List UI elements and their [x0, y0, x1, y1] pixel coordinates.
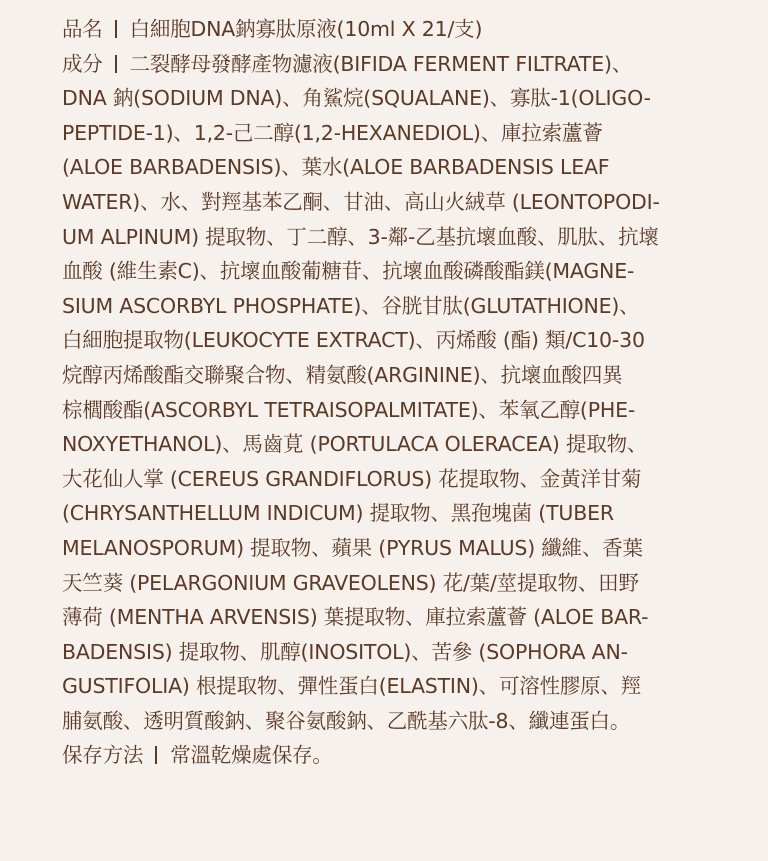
- ingredients-line: PEPTIDE-1)、1,2-己二醇(1,2-HEXANEDIOL)、庫拉索蘆薈: [62, 120, 603, 145]
- ingredients-line: 血酸 (維生素C)、抗壞血酸葡糖苷、抗壞血酸磷酸酯鎂(MAGNE-: [62, 259, 635, 284]
- ingredients-line: 大花仙人掌 (CEREUS GRANDIFLORUS) 花提取物、金黃洋甘菊: [62, 466, 642, 491]
- ingredients-line: DNA 鈉(SODIUM DNA)、角鯊烷(SQUALANE)、寡肽-1(OLIGO-: [62, 86, 651, 111]
- ingredients-block: [62, 47, 762, 739]
- ingredients-line: UM ALPINUM) 提取物、丁二醇、3-鄰-乙基抗壞血酸、肌肽、抗壞: [62, 224, 659, 249]
- storage-value: 常溫乾燥處保存。: [170, 743, 333, 768]
- ingredients-line: 棕櫚酸酯(ASCORBYL TETRAISOPALMITATE)、苯氧乙醇(PHE-: [62, 397, 636, 422]
- ingredients-line: 烷醇丙烯酸酯交聯聚合物、精氨酸(ARGININE)、抗壞血酸四異: [62, 362, 623, 387]
- ingredients-line: 二裂酵母發酵產物濾液(BIFIDA FERMENT FILTRATE)、: [129, 51, 633, 76]
- ingredients-line: WATER)、水、對羥基苯乙酮、甘油、高山火絨草 (LEONTOPODI-: [62, 189, 660, 214]
- product-name-value: 白細胞DNA鈉寡肽原液(10ml X 21/支): [129, 17, 483, 41]
- product-name-row: [62, 12, 762, 47]
- storage-label: 保存方法: [62, 743, 144, 768]
- ingredients-first-line: [62, 47, 762, 82]
- ingredients-line: 白細胞提取物(LEUKOCYTE EXTRACT)、丙烯酸 (酯) 類/C10-30: [62, 328, 645, 353]
- ingredients-label: 成分: [62, 51, 103, 76]
- ingredients-line: 脯氨酸、透明質酸鈉、聚谷氨酸鈉、乙酰基六肽-8、纖連蛋白。: [62, 708, 631, 733]
- storage-row: [62, 738, 762, 773]
- ingredients-line: 天竺葵 (PELARGONIUM GRAVEOLENS) 花/葉/莖提取物、田野: [62, 570, 639, 595]
- ingredients-line: SIUM ASCORBYL PHOSPHATE)、谷胱甘肽(GLUTATHIONE)、: [62, 293, 640, 318]
- ingredients-line: NOXYETHANOL)、馬齒莧 (PORTULACA OLERACEA) 提取物、: [62, 432, 648, 457]
- ingredients-line: 薄荷 (MENTHA ARVENSIS) 葉提取物、庫拉索蘆薈 (ALOE BAR-: [62, 605, 649, 630]
- product-name-label: 品名: [62, 17, 103, 41]
- ingredients-line: BADENSIS) 提取物、肌醇(INOSITOL)、苦參 (SOPHORA AN-: [62, 639, 628, 664]
- separator-bar: [115, 20, 117, 38]
- separator-bar: [115, 55, 117, 73]
- ingredients-line: (CHRYSANTHELLUM INDICUM) 提取物、黑孢塊菌 (TUBER: [62, 501, 614, 526]
- ingredients-line: GUSTIFOLIA) 根提取物、彈性蛋白(ELASTIN)、可溶性膠原、羥: [62, 674, 642, 699]
- separator-bar: [155, 746, 157, 764]
- ingredients-line: (ALOE BARBADENSIS)、葉水(ALOE BARBADENSIS LEAF: [62, 155, 610, 180]
- ingredients-line: MELANOSPORUM) 提取物、蘋果 (PYRUS MALUS) 纖維、香葉: [62, 535, 643, 560]
